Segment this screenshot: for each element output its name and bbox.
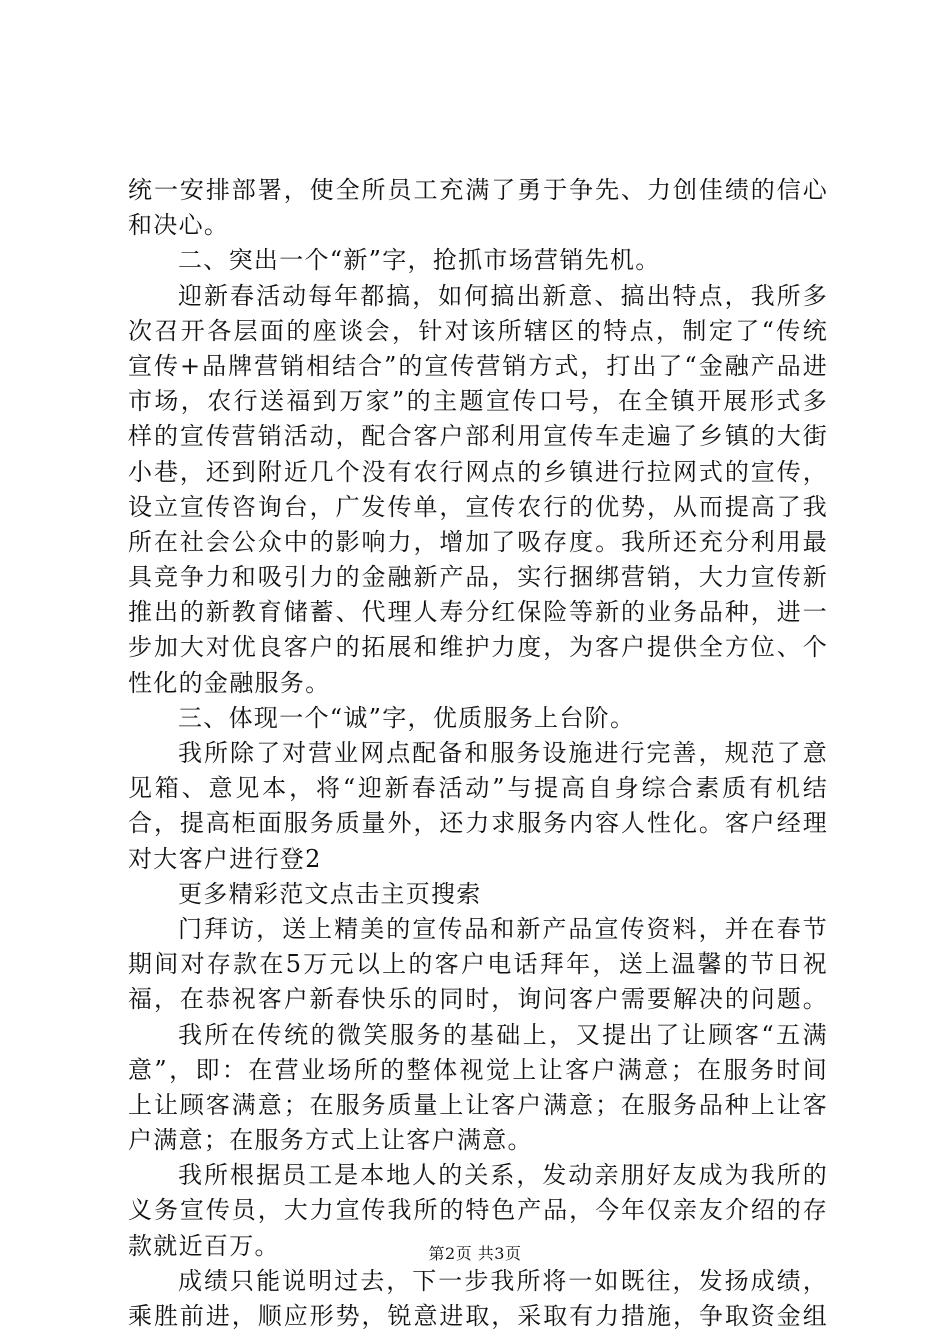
text-line: 具竞争力和吸引力的金融新产品，实行捆绑营销，大力宣传新 (128, 563, 828, 592)
text-line: 我所在传统的微笑服务的基础上，又提出了让顾客“五满 (178, 1020, 828, 1049)
text-line: 性化的金融服务。 (128, 668, 331, 697)
text-line: 更多精彩范文点击主页搜索 (178, 879, 482, 908)
text-line: 对大客户进行登2 (128, 844, 322, 873)
text-line: 合，提高柜面服务质量外，还力求服务内容人性化。客户经理 (128, 809, 828, 838)
text-line: 乘胜前进，顺应形势，锐意进取，采取有力措施，争取资金组 (128, 1302, 828, 1330)
text-line: 市场，农行送福到万家”的主题宣传口号，在全镇开展形式多 (128, 387, 828, 416)
text-line: 小巷，还到附近几个没有农行网点的乡镇进行拉网式的宣传， (128, 457, 828, 486)
text-line: 见箱、意见本，将“迎新春活动”与提高自身综合素质有机结 (128, 774, 828, 803)
text-line: 设立宣传咨询台，广发传单，宣传农行的优势，从而提高了我 (128, 492, 828, 521)
text-line: 和决心。 (128, 211, 230, 240)
text-line: 推出的新教育储蓄、代理人寿分红保险等新的业务品种，进一 (128, 598, 828, 627)
text-line: 款就近百万。 (128, 1231, 280, 1260)
text-line: 次召开各层面的座谈会，针对该所辖区的特点，制定了“传统 (128, 316, 828, 345)
text-line: 成绩只能说明过去，下一步我所将一如既往，发扬成绩， (178, 1266, 828, 1295)
text-line: 步加大对优良客户的拓展和维护力度，为客户提供全方位、个 (128, 633, 828, 662)
text-line: 我所根据员工是本地人的关系，发动亲朋好友成为我所的 (178, 1161, 828, 1190)
text-line: 所在社会公众中的影响力，增加了吸存度。我所还充分利用最 (128, 527, 828, 556)
text-line: 二、突出一个“新”字，抢抓市场营销先机。 (178, 246, 661, 275)
text-line: 宣传+品牌营销相结合”的宣传营销方式，打出了“金融产品进 (128, 351, 828, 380)
text-line: 我所除了对营业网点配备和服务设施进行完善，规范了意 (178, 739, 828, 767)
text-line: 义务宣传员，大力宣传我所的特色产品，今年仅亲友介绍的存 (128, 1196, 828, 1225)
text-line: 门拜访，送上精美的宣传品和新产品宣传资料，并在春节 (178, 914, 828, 943)
text-line: 福，在恭祝客户新春快乐的同时，询问客户需要解决的问题。 (128, 985, 828, 1014)
text-line: 户满意；在服务方式上让客户满意。 (128, 1126, 533, 1155)
text-line: 三、体现一个“诚”字，优质服务上台阶。 (178, 703, 636, 732)
text-line: 迎新春活动每年都搞，如何搞出新意、搞出特点，我所多 (178, 281, 828, 310)
text-line: 上让顾客满意；在服务质量上让客户满意；在服务品种上让客 (128, 1090, 828, 1119)
text-line: 期间对存款在5万元以上的客户电话拜年，送上温馨的节日祝 (128, 950, 828, 979)
text-line: 意”，即：在营业场所的整体视觉上让客户满意；在服务时间 (128, 1055, 828, 1084)
page-footer: 第2页 共3页 (428, 1244, 522, 1263)
text-line: 统一安排部署，使全所员工充满了勇于争先、力创佳绩的信心 (128, 176, 828, 204)
document-body (128, 173, 828, 1334)
text-line: 样的宣传营销活动，配合客户部利用宣传车走遍了乡镇的大街 (128, 422, 828, 451)
